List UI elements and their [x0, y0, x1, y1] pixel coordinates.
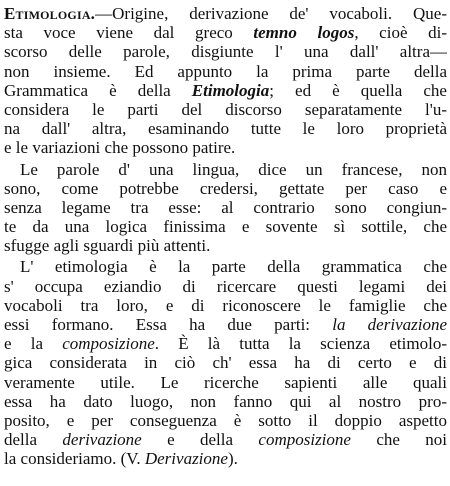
text-run: della: [4, 430, 63, 450]
text-line: [4, 81, 447, 100]
emphasis-bold-italic: Etimologia: [191, 80, 270, 100]
text-run: veramente utile. Le ricerche sapienti alle quali: [4, 372, 447, 392]
text-line: [4, 392, 447, 411]
paragraph-etymology-parts: [4, 257, 447, 468]
text-run: s' occupa eziandio di ricercare questi legami dei: [4, 276, 447, 296]
paragraph-definition: [4, 4, 447, 158]
text-line: [4, 277, 447, 296]
text-line: [4, 100, 447, 119]
text-run: , cioè di-: [354, 23, 447, 43]
text-line: [4, 296, 447, 315]
text-line: [4, 315, 447, 334]
text-run: Le parole d' una lingua, dice un francese, non: [20, 159, 447, 179]
text-run: essi formano. Essa ha due parti:: [4, 315, 333, 334]
text-line: [4, 179, 447, 198]
text-line: [4, 236, 447, 255]
text-line: [4, 160, 447, 179]
text-run: e della: [141, 430, 259, 450]
text-run: na dall' altra, esaminando tutte le loro proprietà: [4, 119, 447, 139]
emphasis-italic: la derivazione: [332, 315, 447, 334]
text-line: [4, 138, 447, 157]
text-line: [4, 217, 447, 236]
text-line: [4, 257, 447, 276]
text-run: ).: [227, 449, 238, 469]
text-run: sono, come potrebbe credersi, gettate per caso e: [4, 178, 447, 198]
text-run: senza legame tra esse: al contrario sono congiun-: [4, 197, 447, 217]
text-line: [4, 334, 447, 353]
text-line: [4, 119, 447, 138]
text-line: [4, 62, 447, 81]
text-line: [4, 4, 447, 23]
text-run: ; ed è quella che: [269, 80, 447, 100]
text-run: sta voce viene dal greco: [4, 23, 254, 43]
emphasis-italic: derivazione: [62, 430, 142, 450]
text-run: —Origine, derivazione de' vocaboli. Que-: [95, 4, 447, 23]
text-run: essa ha dato luogo, non fanno qui al nostro pro-: [4, 391, 447, 411]
paragraph-french-quote: [4, 160, 447, 256]
text-run: scorso delle parole, disgiunte l' una dall' altra—: [4, 42, 447, 62]
text-line: [4, 353, 447, 372]
text-run: posito, e per conseguenza è sotto il doppio aspetto: [4, 410, 447, 430]
text-line: [4, 449, 447, 468]
text-line: [4, 23, 447, 42]
text-line: [4, 198, 447, 217]
text-run: Grammatica è della: [4, 80, 192, 100]
text-run: L' etimologia è la parte della grammatica che: [20, 257, 447, 277]
emphasis-italic: composizione: [258, 430, 351, 450]
text-line: [4, 430, 447, 449]
text-run: te da una logica finissima e sovente sì sottile, che: [4, 217, 447, 237]
entry-headword: Etimologia.: [4, 4, 96, 23]
emphasis-bold-italic: temno logos: [253, 23, 355, 43]
document-page: [0, 4, 450, 486]
text-run: e le variazioni che possono patire.: [4, 138, 236, 158]
emphasis-italic: composizione: [62, 334, 155, 354]
text-run: la consideriamo. (V.: [4, 449, 145, 469]
text-line: [4, 411, 447, 430]
text-run: gica considerata in ciò ch' essa ha di certo e di: [4, 353, 447, 373]
emphasis-italic: Derivazione: [144, 449, 228, 469]
text-run: sfugge agli sguardi più attenti.: [4, 236, 211, 256]
text-line: [4, 373, 447, 392]
text-run: e la: [4, 334, 63, 354]
text-run: che noi: [350, 430, 447, 450]
text-run: non insieme. Ed appunto la prima parte della: [4, 61, 447, 81]
text-run: vocaboli tra loro, e di riconoscere le famiglie che: [4, 295, 447, 315]
text-run: . È là tutta la scienza etimolo-: [154, 334, 447, 354]
text-run: considera le parti del discorso separatamente l'u-: [4, 99, 447, 119]
text-line: [4, 42, 447, 61]
